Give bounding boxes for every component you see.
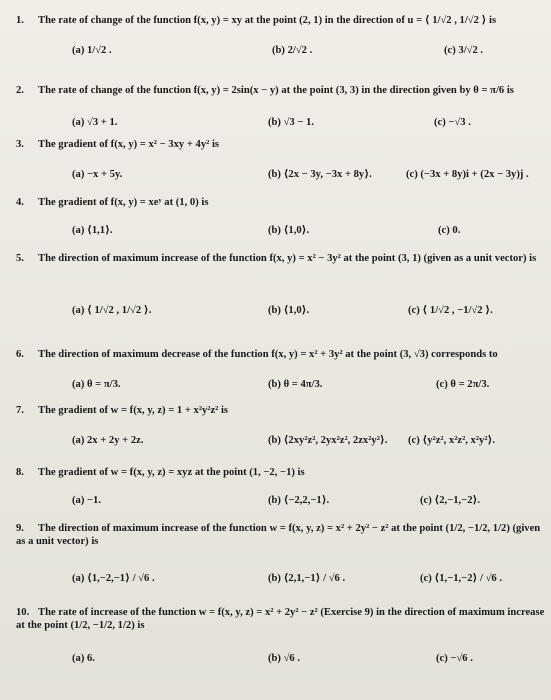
question-stem: The direction of maximum increase of the function f(x, y) = x² − 3y² at the point (3, 1) (given as a unit vector) is: [38, 253, 537, 264]
question-4: [16, 196, 547, 236]
question-number: 4.: [16, 197, 24, 208]
question-2: [16, 84, 547, 128]
option-c: (c) −√3 .: [434, 117, 471, 128]
question-number: 2.: [16, 85, 24, 96]
option-a: (a) −1.: [72, 495, 101, 506]
question-stem: The rate of increase of the function w = f(x, y, z) = x² + 2y² − z² (Exercise 9) in the direction of maximum increase at the point (1/2, −1/2, 1/2) is: [16, 607, 545, 631]
option-b: (b) θ = 4π/3.: [268, 379, 323, 390]
option-b: (b) √6 .: [268, 653, 301, 664]
option-b: (b) ⟨1,0⟩.: [268, 225, 310, 236]
question-stem: The rate of change of the function f(x, y) = xy at the point (2, 1) in the direction of u = ⟨ 1/√2 , 1/√2 ⟩ is: [38, 15, 497, 26]
option-a: (a) ⟨1,1⟩.: [72, 225, 113, 236]
question-number: 6.: [16, 349, 24, 360]
question-stem: The direction of maximum decrease of the function f(x, y) = x² + 3y² at the point (3, √3) corresponds to: [38, 349, 498, 360]
option-c: (c) θ = 2π/3.: [436, 379, 490, 390]
option-a: (a) ⟨ 1/√2 , 1/√2 ⟩.: [72, 305, 152, 316]
option-a: (a) 1/√2 .: [72, 45, 112, 56]
option-a: (a) θ = π/3.: [72, 379, 121, 390]
option-c: (c) −√6 .: [436, 653, 473, 664]
option-c: (c) (−3x + 8y)i + (2x − 3y)j .: [406, 169, 529, 180]
question-number: 7.: [16, 405, 24, 416]
question-number: 10.: [16, 607, 30, 618]
option-a: (a) −x + 5y.: [72, 169, 123, 180]
option-b: (b) ⟨2x − 3y, −3x + 8y⟩.: [268, 169, 372, 180]
question-number: 3.: [16, 139, 24, 150]
question-stem: The direction of maximum increase of the function w = f(x, y, z) = x² + 2y² − z² at the point (1/2, −1/2, 1/2) (given as a unit vector) is: [16, 523, 541, 547]
option-b: (b) ⟨2xy²z², 2yx²z², 2zx²y²⟩.: [268, 435, 388, 446]
question-6: [16, 348, 547, 390]
question-10: [16, 606, 547, 664]
option-c: (c) 3/√2 .: [444, 45, 484, 56]
question-stem: The gradient of f(x, y) = x² − 3xy + 4y² is: [38, 139, 220, 150]
question-8: [16, 466, 547, 506]
option-c: (c) ⟨2,−1,−2⟩.: [420, 495, 480, 506]
option-b: (b) ⟨1,0⟩.: [268, 305, 310, 316]
option-c: (c) ⟨ 1/√2 , −1/√2 ⟩.: [408, 305, 493, 316]
option-b: (b) 2/√2 .: [272, 45, 313, 56]
question-stem: The gradient of w = f(x, y, z) = 1 + x²y²z² is: [38, 405, 229, 416]
option-c: (c) ⟨1,−1,−2⟩ / √6 .: [420, 573, 502, 584]
option-b: (b) √3 − 1.: [268, 117, 314, 128]
question-stem: The rate of change of the function f(x, y) = 2sin(x − y) at the point (3, 3) in the direction given by θ = π/6 is: [38, 85, 514, 96]
option-c: (c) 0.: [438, 225, 461, 236]
question-stem: The gradient of w = f(x, y, z) = xyz at the point (1, −2, −1) is: [38, 467, 305, 478]
question-stem: The gradient of f(x, y) = xeʸ at (1, 0) is: [38, 197, 209, 208]
question-1: [16, 14, 547, 56]
option-a: (a) 2x + 2y + 2z.: [72, 435, 144, 446]
option-a: (a) √3 + 1.: [72, 117, 118, 128]
option-c: (c) ⟨y²z², x²z², x²y²⟩.: [408, 435, 495, 446]
option-a: (a) ⟨1,−2,−1⟩ / √6 .: [72, 573, 155, 584]
question-number: 9.: [16, 523, 24, 534]
option-b: (b) ⟨−2,2,−1⟩.: [268, 495, 330, 506]
question-5: [16, 252, 547, 316]
question-number: 1.: [16, 15, 24, 26]
question-3: [16, 138, 547, 180]
option-a: (a) 6.: [72, 653, 95, 664]
question-number: 8.: [16, 467, 24, 478]
question-9: [16, 522, 547, 584]
question-number: 5.: [16, 253, 24, 264]
option-b: (b) ⟨2,1,−1⟩ / √6 .: [268, 573, 346, 584]
question-7: [16, 404, 547, 446]
